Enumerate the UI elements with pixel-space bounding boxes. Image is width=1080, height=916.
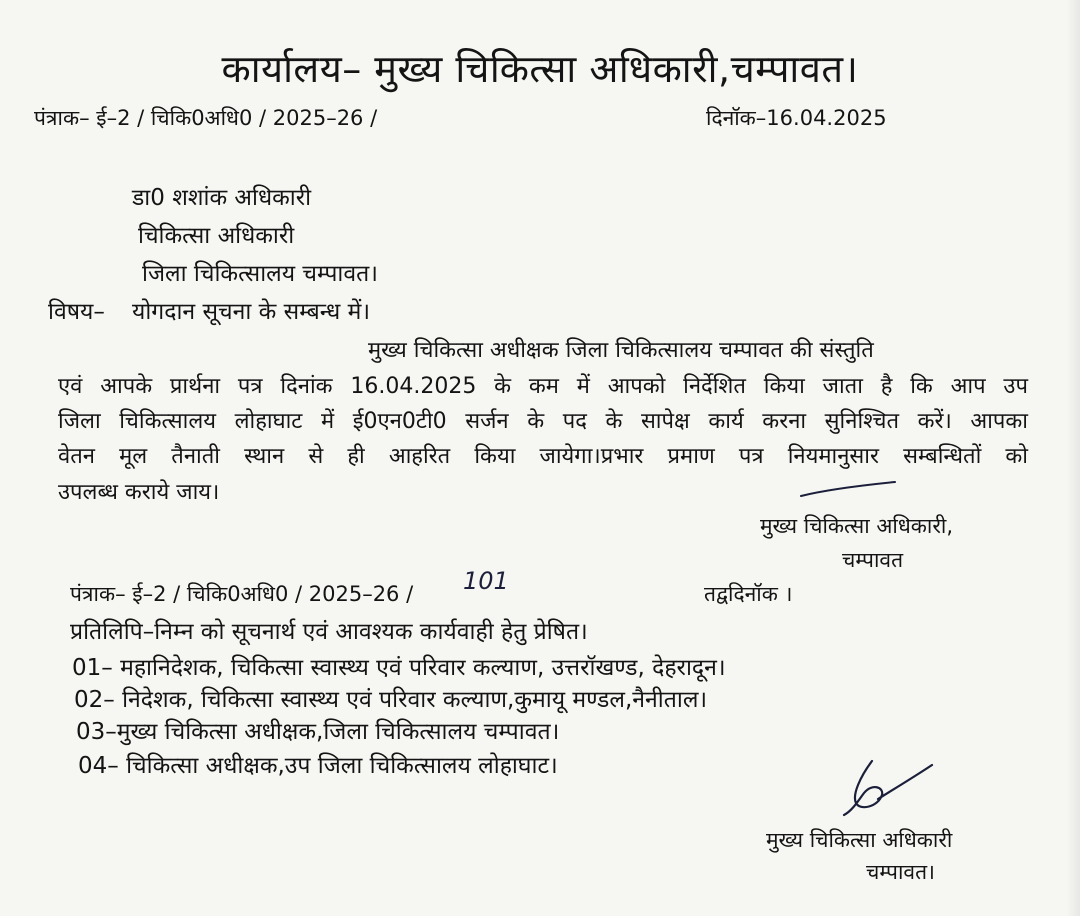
copy-signatory-place: चम्पावत।: [866, 860, 936, 884]
reference-number: पंत्राक– ई–2 / चिकि0अधि0 / 2025–26 /: [34, 106, 378, 130]
recipient-designation: चिकित्सा अधिकारी: [138, 223, 295, 249]
body-line-1: मुख्य चिकित्सा अधीक्षक जिला चिकित्सालय चम्पावत की संस्तुति: [368, 338, 874, 363]
subject-label: विषय–: [48, 299, 105, 325]
letter-date: दिनॉक–16.04.2025: [706, 106, 887, 130]
recipient-place: जिला चिकित्सालय चम्पावत।: [142, 261, 378, 287]
body-line-2: एवं आपके प्रार्थना पत्र दिनांक 16.04.2025 के कम में आपको निर्देशित किया जाता है कि आप उप: [58, 374, 1028, 399]
body-line-4: वेतन मूल तैनाती स्थान से ही आहरित किया जायेगा।प्रभार प्रमाण पत्र नियमानुसार सम्बन्धितों को: [58, 444, 1028, 469]
body-line-3: जिला चिकित्सालय लोहाघाट में ई0एन0टी0 सर्जन के पद के सापेक्ष कार्य करना सुनिश्चित करें। आपका: [58, 409, 1028, 434]
initials-stroke: [795, 478, 905, 500]
copy-reference-number: पंत्राक– ई–2 / चिकि0अधि0 / 2025–26 /: [70, 582, 414, 606]
subject-text: योगदान सूचना के सम्बन्ध में।: [132, 299, 371, 325]
recipient-name: डा0 शशांक अधिकारी: [132, 185, 312, 211]
office-title: कार्यालय– मुख्य चिकित्सा अधिकारी,चम्पावत।: [221, 47, 859, 91]
handwritten-dispatch-number: 101: [463, 567, 509, 595]
signature-mark: [838, 755, 938, 825]
copy-recipient-2: 02– निदेशक, चिकित्सा स्वास्थ्य एवं परिवार कल्याण,कुमायू मण्डल,नैनीताल।: [74, 687, 708, 713]
copy-date: तद्वदिनॉक ।: [704, 582, 793, 606]
copy-recipient-3: 03–मुख्य चिकित्सा अधीक्षक,जिला चिकित्सालय चम्पावत।: [76, 719, 560, 745]
copy-recipient-4: 04– चिकित्सा अधीक्षक,उप जिला चिकित्सालय लोहाघाट।: [78, 753, 558, 779]
body-line-5: उपलब्ध कराये जाय।: [58, 480, 220, 505]
signatory-place: चम्पावत: [842, 548, 904, 572]
signatory-title: मुख्य चिकित्सा अधिकारी,: [760, 514, 954, 538]
copy-recipient-1: 01– महानिदेशक, चिकित्सा स्वास्थ्य एवं परिवार कल्याण, उत्तरॉखण्ड, देहरादून।: [72, 655, 726, 681]
copy-intro: प्रतिलिपि–निम्न को सूचनार्थ एवं आवश्यक कार्यवाही हेतु प्रेषित।: [70, 619, 588, 645]
copy-signatory-title: मुख्य चिकित्सा अधिकारी: [766, 828, 953, 852]
paper-edge-shadow: [1066, 0, 1080, 916]
